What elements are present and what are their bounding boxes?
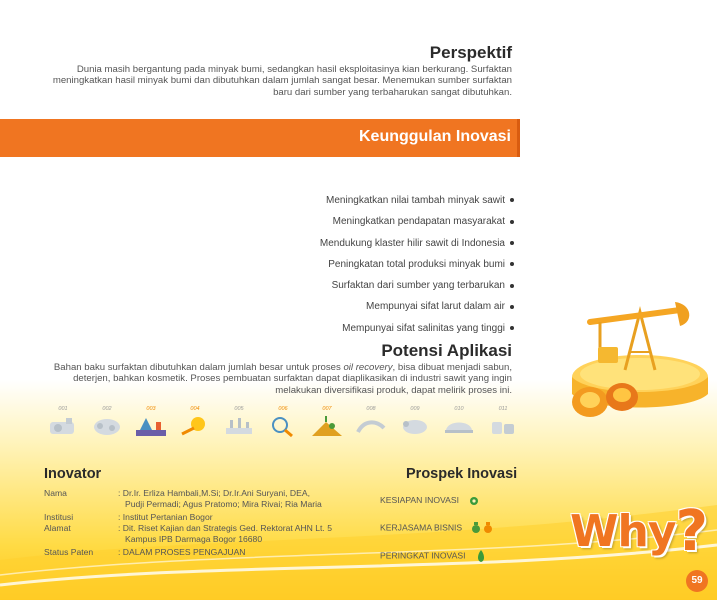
inovator-row-institusi: Institusi : Institut Pertanian Bogor: [44, 512, 213, 522]
icon-cell: 007: [308, 406, 346, 438]
bullet-icon: [510, 326, 514, 330]
prospek-kerjasama: KERJASAMA BISNIS: [380, 522, 495, 534]
icon-cell: 011: [484, 406, 522, 438]
livestock-icon: [398, 414, 432, 438]
bullet-icon: [510, 241, 514, 245]
bar-edge: [517, 119, 520, 157]
icon-cell: 009: [396, 406, 434, 438]
machinery-icon: [46, 414, 80, 438]
icon-cell: 004: [176, 406, 214, 438]
list-item: Meningkatkan nilai tambah minyak sawit: [320, 195, 514, 216]
medicine-icon: [486, 414, 520, 438]
icon-cell: 006: [264, 406, 302, 438]
prospek-kesiapan: KESIAPAN INOVASI: [380, 495, 479, 506]
prospek-peringkat: PERINGKAT INOVASI: [380, 550, 486, 562]
icon-cell: 002: [88, 406, 126, 438]
oil-refinery-icon: [134, 414, 168, 438]
list-item: Peningkatan total produksi minyak bumi: [320, 259, 514, 280]
icon-cell: 010: [440, 406, 478, 438]
agriculture-icon: [310, 414, 344, 438]
icon-cell: 001: [44, 406, 82, 438]
page-number: 59: [686, 570, 708, 592]
energy-icon: [178, 414, 212, 438]
bullet-icon: [510, 305, 514, 309]
inovator-row-status-paten: Status Paten : DALAM PROSES PENGAJUAN: [44, 547, 246, 557]
bullet-icon: [510, 284, 514, 288]
research-icon: [266, 414, 300, 438]
gear-icon: [469, 496, 479, 506]
medal-icon: [471, 522, 495, 534]
prospek-title: Prospek Inovasi: [406, 466, 518, 482]
list-item: Meningkatkan pendapatan masyarakat: [320, 216, 514, 237]
oil-pump-palm-illustration: [570, 282, 710, 432]
list-item: Mempunyai sifat salinitas yang tinggi: [320, 323, 514, 344]
keunggulan-title: Keunggulan Inovasi: [358, 128, 511, 145]
icon-cell: 008: [352, 406, 390, 438]
potensi-text: Bahan baku surfaktan dibutuhkan dalam jumlah besar untuk proses oil recovery, bisa dibuat menjadi sabun, deterjen, bahkan kosmetik. Proses pembuatan surfaktan dapat diaplikasikan di industri sawit yang ingin melakukan diversifikasi produk, dapat melirik proses ini.: [53, 362, 512, 396]
why-logo: Why?: [570, 499, 708, 564]
keunggulan-bar: [0, 119, 517, 157]
chemistry-icon: [222, 414, 256, 438]
icon-cell: 005: [220, 406, 258, 438]
inovator-row-nama: Nama : Dr.Ir. Erliza Hambali,M.Si; Dr.Ir.Ani Suryani, DEA, Pudji Permadi; Agus Pratomo; Mira Rivai; Ria Maria: [44, 488, 322, 509]
fishery-icon: [354, 414, 388, 438]
inovator-title: Inovator: [44, 466, 102, 482]
bullet-icon: [510, 262, 514, 266]
bullet-icon: [510, 198, 514, 202]
list-item: Mendukung klaster hilir sawit di Indonesia: [320, 238, 514, 259]
keunggulan-list: [320, 195, 514, 344]
inovator-row-alamat: Alamat : Dit. Riset Kajian dan Strategis Ged. Rektorat AHN Lt. 5 Kampus IPB Darmaga Bogor 16680: [44, 523, 332, 544]
flame-icon: [476, 550, 486, 562]
list-item: Surfaktan dari sumber yang terbarukan: [320, 280, 514, 301]
bullet-icon: [510, 220, 514, 224]
perspektif-text: Dunia masih bergantung pada minyak bumi, sedangkan hasil eksploitasinya kian berkurang. Surfaktan meningkatkan hasil minyak bumi dan dibutuhkan dalam jumlah sangat besar. Menemukan sumber surfaktan baru dari sumber yang terbaharukan sangat dibutuhkan.: [52, 64, 512, 98]
list-item: Mempunyai sifat larut dalam air: [320, 301, 514, 322]
potensi-title: Potensi Aplikasi: [381, 341, 512, 360]
application-icons: [44, 406, 524, 442]
icon-cell: 003: [132, 406, 170, 438]
network-icon: [90, 414, 124, 438]
food-icon: [442, 414, 476, 438]
perspektif-title: Perspektif: [429, 43, 512, 62]
